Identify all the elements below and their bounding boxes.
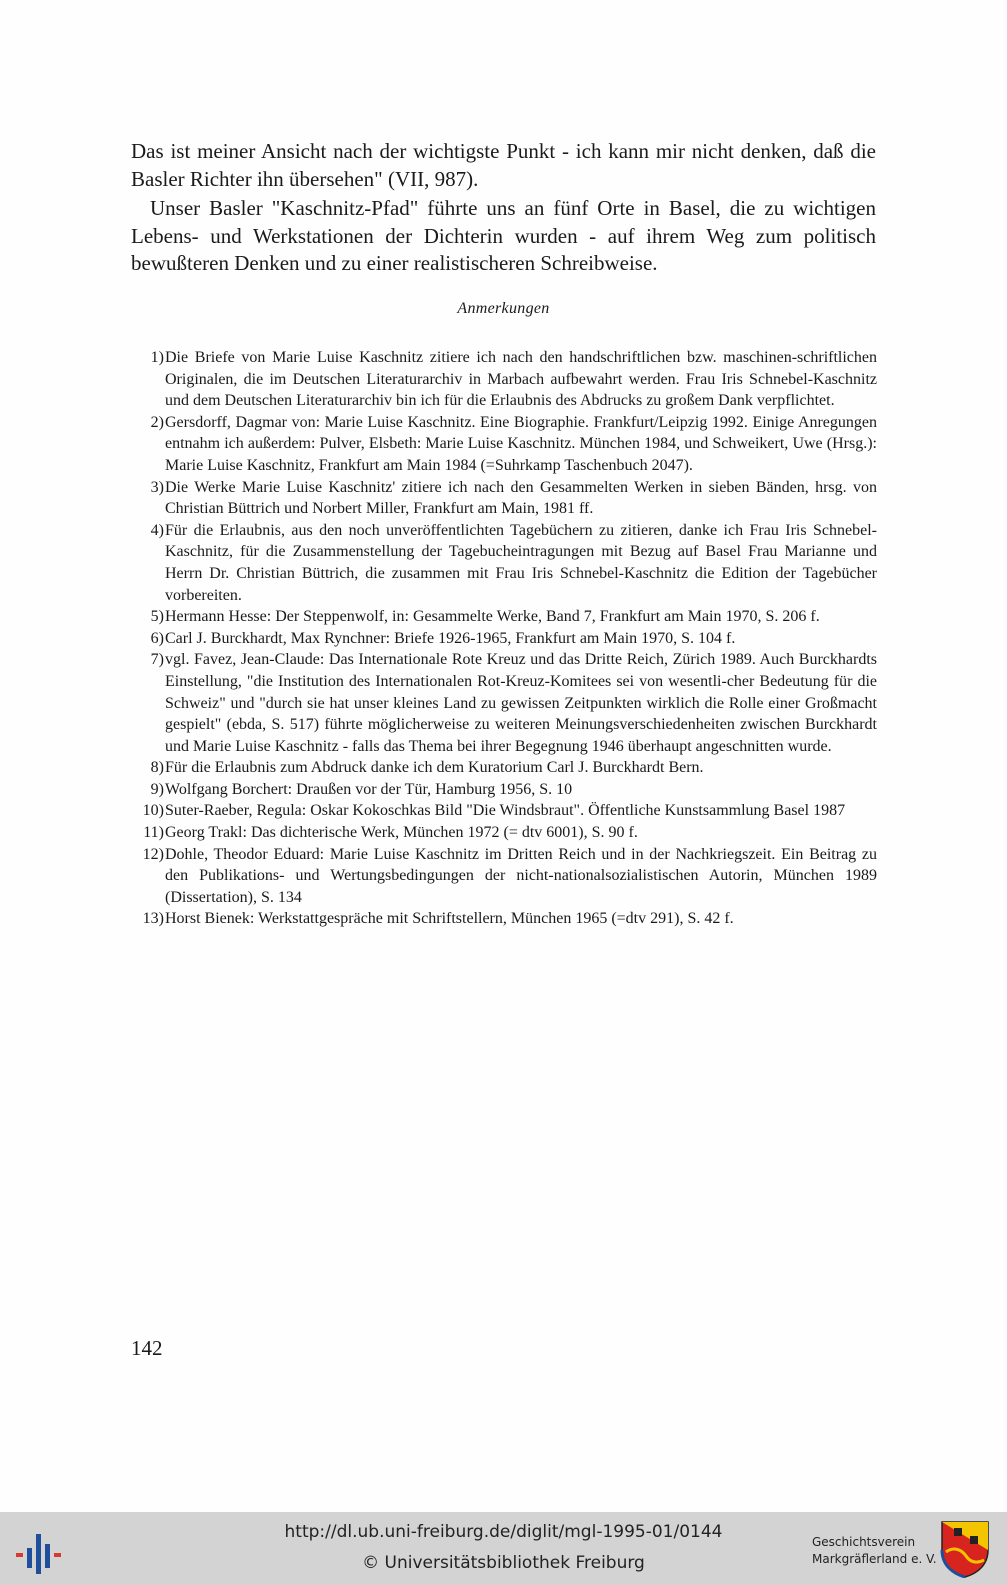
note-number: 13) (142, 910, 164, 928)
note-text: Wolfgang Borchert: Draußen vor der Tür, Hamburg 1956, S. 10 (165, 780, 573, 798)
note-item (129, 628, 877, 650)
body-text (131, 138, 876, 278)
society-name (812, 1534, 937, 1568)
note-item (129, 800, 877, 822)
note-item (129, 822, 877, 844)
page-number: 142 (131, 1336, 163, 1360)
note-number: 8) (150, 759, 164, 777)
notes-list (129, 347, 877, 930)
note-text: Dohle, Theodor Eduard: Marie Luise Kaschnitz im Dritten Reich und in der Nachkriegszeit. Ein Beitrag zu den Publikations- und Wertungsbedingungen der nicht-nationalsozialistischen Autorin, München 1989 (Dissertation), S. 134 (165, 845, 877, 906)
note-number: 3) (150, 478, 164, 496)
body-paragraph: Das ist meiner Ansicht nach der wichtigste Punkt - ich kann mir nicht denken, daß die Basler Richter ihn übersehen" (VII, 987). (131, 139, 876, 191)
copyright-notice: © Universitätsbibliothek Freiburg (362, 1553, 645, 1573)
note-number: 10) (142, 802, 164, 820)
note-text: Carl J. Burckhardt, Max Rynchner: Briefe 1926-1965, Frankfurt am Main 1970, S. 104 f. (165, 629, 736, 647)
note-item (129, 606, 877, 628)
note-text: Für die Erlaubnis, aus den noch unveröffentlichten Tagebüchern zu zitieren, danke ich Frau Iris Schnebel-Kaschnitz, für die Zusammenstellung der Tagebucheintragungen mit Bezug auf Basel Frau Marianne und Herrn Dr. Christian Büttrich, die zusammen mit Frau Iris Schnebel-Kaschnitz die Edition der Tagebücher vorbereiten. (165, 521, 877, 604)
note-text: Die Briefe von Marie Luise Kaschnitz zitiere ich nach den handschriftlichen bzw. maschinen-schriftlichen Originalen, die im Deutschen Literaturarchiv in Marbach aufbewahrt werden. Frau Iris Schnebel-Kaschnitz und dem Deutschen Literaturarchiv bin ich für die Erlaubnis des Abdrucks zu großem Dank verpflichtet. (165, 349, 877, 410)
note-item (129, 520, 877, 606)
note-text: Suter-Raeber, Regula: Oskar Kokoschkas Bild "Die Windsbraut". Öffentliche Kunstsammlung Basel 1987 (165, 802, 846, 820)
viewer-footer (0, 1512, 1007, 1585)
note-text: Georg Trakl: Das dichterische Werk, München 1972 (= dtv 6001), S. 90 f. (165, 824, 638, 842)
note-number: 7) (150, 651, 164, 669)
coat-of-arms-icon[interactable] (940, 1520, 990, 1578)
note-number: 11) (143, 824, 164, 842)
note-text: vgl. Favez, Jean-Claude: Das Internationale Rote Kreuz und das Dritte Reich, Zürich 1989. Auch Burckhardts Einstellung, "die Institution des Internationalen Rot-Kreuz-Komitees sei von wesentli-cher Bedeutung für die Schweiz" und "durch sie hat unser kleines Land zu gewissen Zeitpunkten wirklich die Rolle einer Großmacht gespielt" (ebda, S. 517) führte möglicherweise zu weiteren Meinungsverschiedenheiten zwischen Burckhardt und Marie Luise Kaschnitz - falls das Thema bei ihrer Begegnung 1946 überhaupt angeschnitten wurde. (165, 651, 877, 755)
note-number: 4) (150, 521, 164, 539)
note-text: Horst Bienek: Werkstattgespräche mit Schriftstellern, München 1965 (=dtv 291), S. 42 f. (165, 910, 734, 928)
note-number: 12) (142, 845, 164, 863)
note-item (129, 477, 877, 520)
note-text: Die Werke Marie Luise Kaschnitz' zitiere ich nach den Gesammelten Werken in sieben Bänden, hrsg. von Christian Büttrich und Norbert Miller, Frankfurt am Main, 1981 ff. (165, 478, 877, 518)
note-number: 9) (150, 780, 164, 798)
note-text: Für die Erlaubnis zum Abdruck danke ich dem Kuratorium Carl J. Burckhardt Bern. (165, 759, 704, 777)
note-number: 6) (150, 629, 164, 647)
notes-heading: Anmerkungen (457, 300, 550, 317)
note-item (129, 649, 877, 757)
society-name-line: Geschichtsverein (812, 1535, 916, 1549)
note-item (129, 908, 877, 930)
note-item (129, 412, 877, 477)
note-number: 1) (150, 349, 164, 366)
note-text: Hermann Hesse: Der Steppenwolf, in: Gesammelte Werke, Band 7, Frankfurt am Main 1970, S. 206 f. (165, 608, 820, 626)
note-text: Gersdorff, Dagmar von: Marie Luise Kaschnitz. Eine Biographie. Frankfurt/Leipzig 1992. Einige Anregungen entnahm ich außerdem: Pulver, Elsbeth: Marie Luise Kaschnitz. München 1984, und Schweikert, Uwe (Hrsg.): Marie Luise Kaschnitz, Frankfurt am Main 1984 (=Suhrkamp Taschenbuch 2047). (165, 413, 877, 474)
note-item (129, 347, 877, 412)
society-name-line: Markgräflerland e. V. (812, 1552, 937, 1566)
body-paragraph: Unser Basler "Kaschnitz-Pfad" führte uns an fünf Orte in Basel, die zu wichtigen Lebens- und Werkstationen der Dichterin wurden - auf ihrem Weg zum politisch bewußteren Denken und zu einer realistischeren Schreibweise. (131, 196, 876, 275)
note-number: 2) (150, 413, 164, 431)
note-number: 5) (150, 608, 164, 626)
note-item (129, 757, 877, 779)
permalink-url[interactable]: http://dl.ub.uni-freiburg.de/diglit/mgl-1995-01/0144 (284, 1522, 723, 1542)
note-item (129, 844, 877, 909)
note-item (129, 779, 877, 801)
